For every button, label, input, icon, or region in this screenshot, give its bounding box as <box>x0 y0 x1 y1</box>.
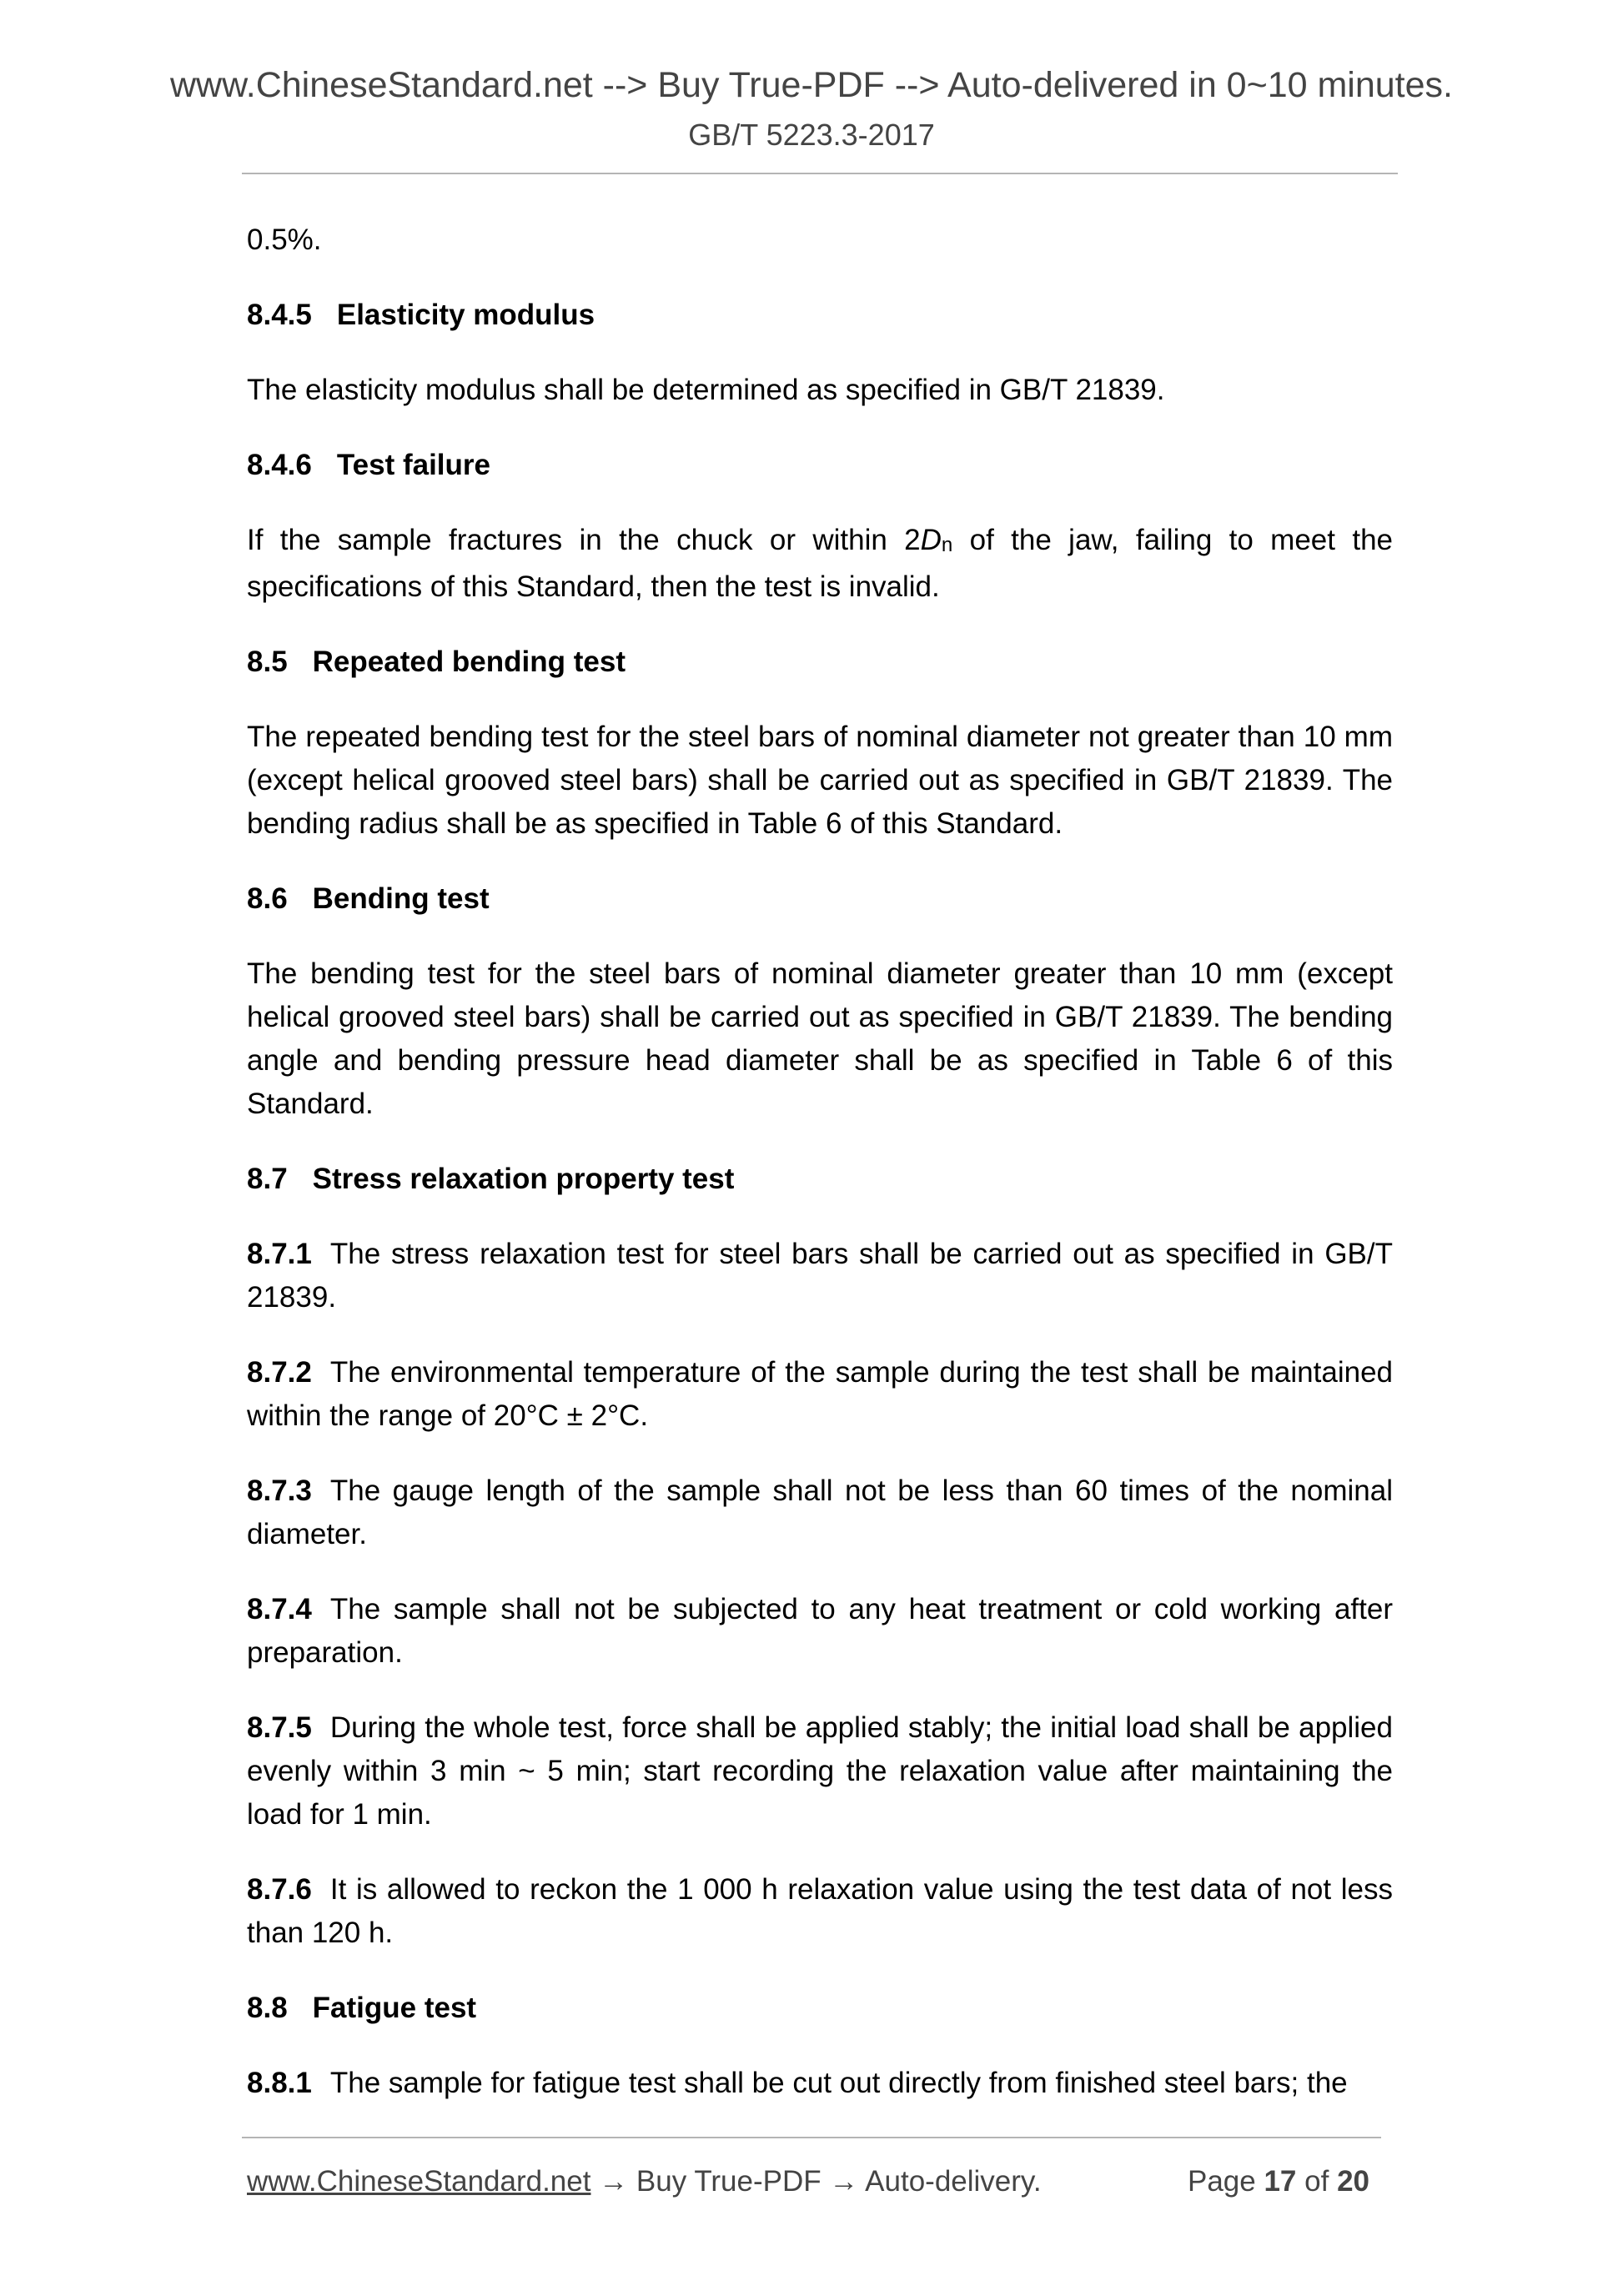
header-banner: www.ChineseStandard.net --> Buy True-PDF --> Auto-delivered in 0~10 minutes. <box>169 65 1453 105</box>
paragraph-8-4-5 <box>247 369 1393 412</box>
header-divider <box>242 173 1398 174</box>
paragraph-text: The bending test for the steel bars of nominal diameter greater than 10 mm (except helical grooved steel bars) shall be carried out as specified in GB/T 21839. The bending angle and bending pressure head diameter shall be as specified in Table 6 of this Standard. <box>247 957 1393 1120</box>
footer-tagline: → Buy True-PDF → Auto-delivery. <box>590 2165 1042 2198</box>
section-title: Fatigue test <box>312 1992 477 2024</box>
paragraph-text: The sample shall not be subjected to any heat treatment or cold working after preparation. <box>247 1593 1393 1669</box>
heading-8-5 <box>247 641 1393 684</box>
page-indicator <box>1188 2162 1369 2202</box>
section-number: 8.8 <box>247 1992 288 2024</box>
paragraph-text: The sample for fatigue test shall be cut out directly from finished steel bars; the <box>329 2067 1348 2099</box>
clause-number: 8.7.4 <box>247 1593 312 1625</box>
paragraph-text: During the whole test, force shall be applied stably; the initial load shall be applied evenly within 3 min ~ 5 min; start recording the relaxation value after maintaining the load for 1 min. <box>247 1711 1393 1831</box>
section-title: Repeated bending test <box>312 646 626 678</box>
section-title: Elasticity modulus <box>336 299 595 331</box>
paragraph-8-7-4 <box>247 1588 1393 1675</box>
variable-d: D <box>920 524 942 556</box>
clause-number: 8.7.3 <box>247 1475 312 1507</box>
footer <box>247 2162 1381 2202</box>
paragraph-text: It is allowed to reckon the 1 000 h relaxation value using the test data of not less than 120 h. <box>247 1873 1393 1949</box>
heading-8-6 <box>247 877 1393 921</box>
paragraph-8-6 <box>247 952 1393 1126</box>
clause-number: 8.7.1 <box>247 1238 312 1270</box>
clause-number: 8.7.5 <box>247 1711 312 1744</box>
heading-8-8 <box>247 1987 1393 2030</box>
subscript-n: n <box>941 534 953 556</box>
paragraph-8-7-2 <box>247 1351 1393 1438</box>
paragraph-text: The gauge length of the sample shall not be less than 60 times of the nominal diameter. <box>247 1475 1393 1550</box>
paragraph-text: If the sample fractures in the chuck or within 2 <box>247 524 921 556</box>
paragraph-text: 0.5%. <box>247 224 322 256</box>
section-number: 8.5 <box>247 646 288 678</box>
clause-number: 8.7.6 <box>247 1873 312 1906</box>
paragraph-8-8-1 <box>247 2062 1393 2105</box>
section-number: 8.7 <box>247 1163 288 1195</box>
paragraph-8-4-6 <box>247 519 1393 609</box>
page-current: 17 <box>1264 2165 1297 2198</box>
section-number: 8.4.5 <box>247 299 312 331</box>
paragraph-continued <box>247 219 1393 262</box>
clause-number: 8.7.2 <box>247 1356 312 1389</box>
page-total: 20 <box>1337 2165 1369 2198</box>
paragraph-text: of the jaw, failing to meet the specifications of this Standard, then the test is invalid. <box>247 524 1393 603</box>
paragraph-8-5 <box>247 716 1393 846</box>
paragraph-text: The elasticity modulus shall be determined as specified in GB/T 21839. <box>247 374 1165 406</box>
standard-number: GB/T 5223.3-2017 <box>688 118 935 152</box>
paragraph-8-7-6 <box>247 1868 1393 1955</box>
section-title: Test failure <box>336 449 490 481</box>
paragraph-text: The environmental temperature of the sample during the test shall be maintained within the range of 20°C ± 2°C. <box>247 1356 1393 1432</box>
paragraph-8-7-5 <box>247 1706 1393 1836</box>
paragraph-8-7-3 <box>247 1470 1393 1556</box>
section-title: Bending test <box>312 882 490 915</box>
paragraph-8-7-1 <box>247 1233 1393 1319</box>
heading-8-4-5 <box>247 294 1393 337</box>
heading-8-7 <box>247 1158 1393 1201</box>
page-of-label: of <box>1304 2165 1329 2198</box>
section-number: 8.6 <box>247 882 288 915</box>
heading-8-4-6 <box>247 444 1393 487</box>
footer-site-link[interactable]: www.ChineseStandard.net <box>247 2165 591 2198</box>
paragraph-text: The repeated bending test for the steel bars of nominal diameter not greater than 10 mm (except helical grooved steel bars) shall be carried out as specified in GB/T 21839. The bending radius shall be as specified in Table 6 of this Standard. <box>247 721 1393 840</box>
document-body <box>247 219 1393 2137</box>
page-label: Page <box>1187 2165 1256 2198</box>
paragraph-text: The stress relaxation test for steel bars shall be carried out as specified in GB/T 21839. <box>247 1238 1393 1314</box>
clause-number: 8.8.1 <box>247 2067 312 2099</box>
section-title: Stress relaxation property test <box>312 1163 735 1195</box>
section-number: 8.4.6 <box>247 449 312 481</box>
footer-divider <box>242 2137 1381 2138</box>
